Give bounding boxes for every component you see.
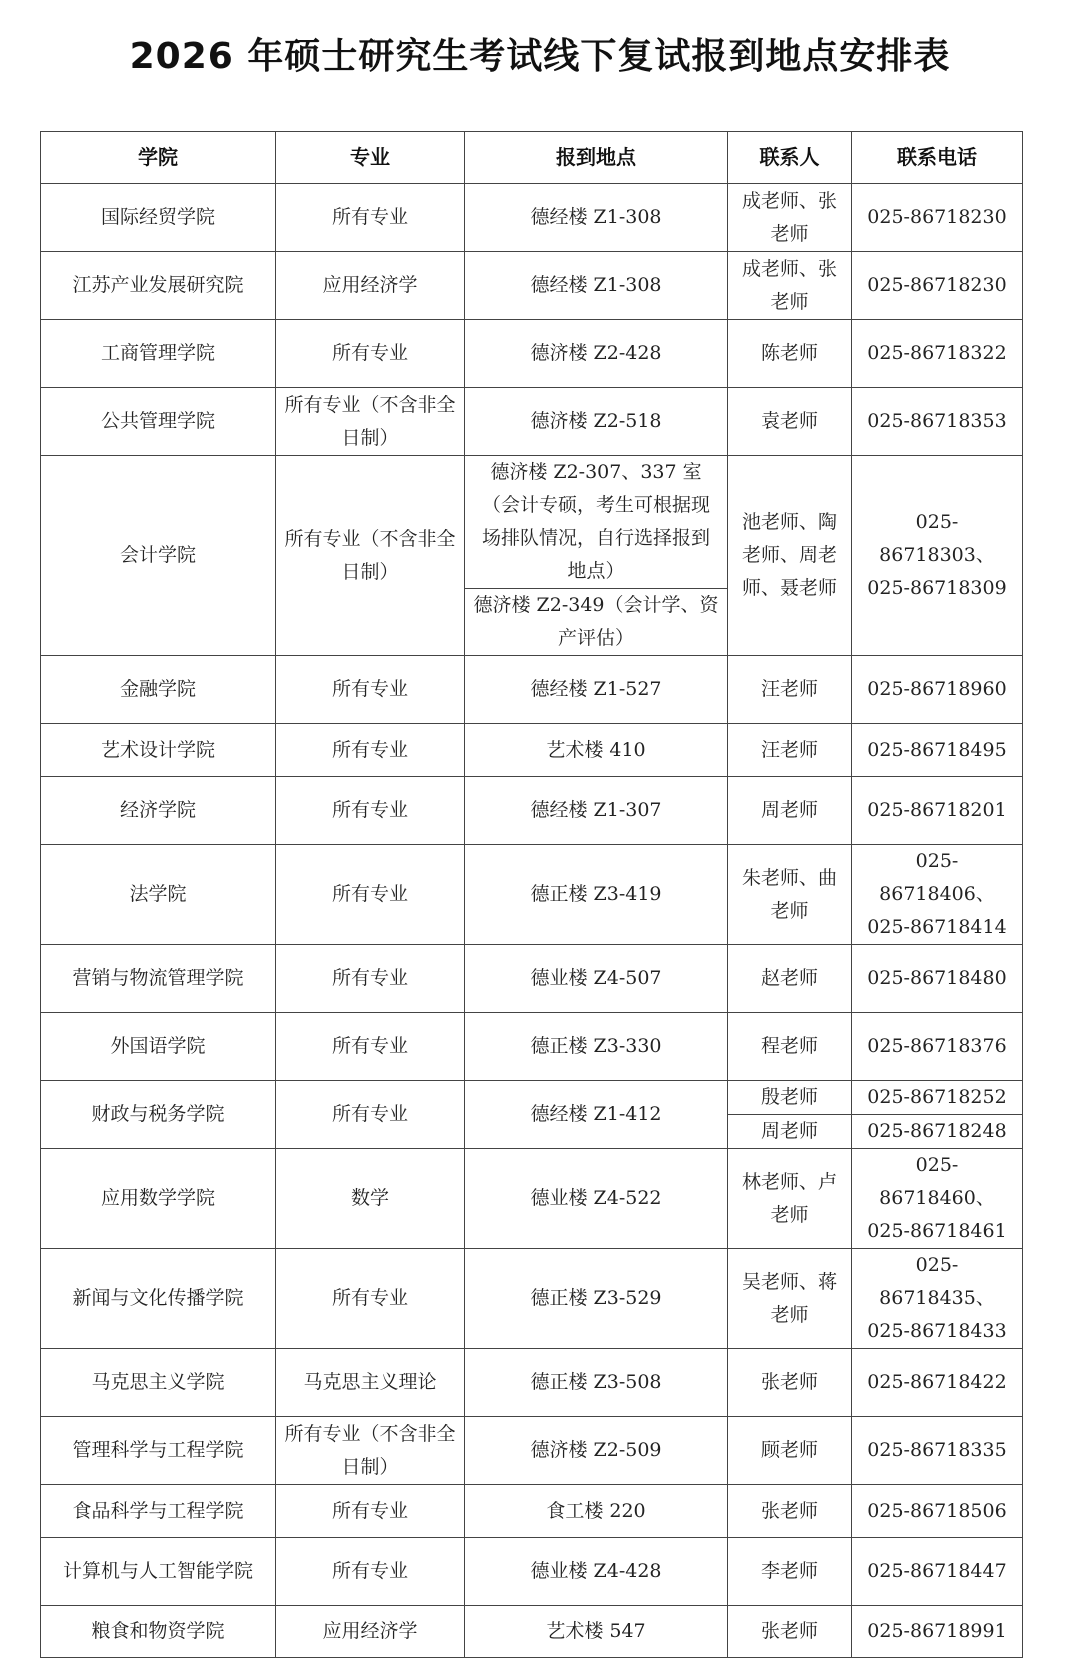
phone-cell: 025-86718303、025-86718309 xyxy=(852,456,1023,656)
college-cell: 财政与税务学院 xyxy=(41,1081,276,1149)
major-cell: 所有专业 xyxy=(276,656,465,724)
table-row xyxy=(41,252,1023,320)
header-college: 学院 xyxy=(41,132,276,184)
table-row xyxy=(41,1013,1023,1081)
location-cell: 德经楼 Z1-308 xyxy=(465,252,728,320)
college-cell: 应用数学学院 xyxy=(41,1149,276,1249)
contact-cell: 汪老师 xyxy=(728,724,852,777)
table-row xyxy=(41,945,1023,1013)
phone-cell: 025-86718252 xyxy=(852,1081,1023,1115)
contact-cell: 张老师 xyxy=(728,1349,852,1417)
major-cell: 所有专业 xyxy=(276,320,465,388)
contact-cell: 张老师 xyxy=(728,1606,852,1658)
phone-cell: 025-86718322 xyxy=(852,320,1023,388)
contact-cell: 吴老师、蒋老师 xyxy=(728,1249,852,1349)
phone-cell: 025-86718230 xyxy=(852,184,1023,252)
major-cell: 所有专业 xyxy=(276,724,465,777)
college-cell: 工商管理学院 xyxy=(41,320,276,388)
contact-cell: 殷老师 xyxy=(728,1081,852,1115)
phone-cell: 025-86718460、025-86718461 xyxy=(852,1149,1023,1249)
college-cell: 营销与物流管理学院 xyxy=(41,945,276,1013)
college-cell: 金融学院 xyxy=(41,656,276,724)
location-cell: 食工楼 220 xyxy=(465,1485,728,1538)
page-title: 2026 年硕士研究生考试线下复试报到地点安排表 xyxy=(129,36,951,77)
header-row xyxy=(41,132,1023,184)
location-cell: 德经楼 Z1-412 xyxy=(465,1081,728,1149)
college-cell: 管理科学与工程学院 xyxy=(41,1417,276,1485)
location-cell: 德业楼 Z4-507 xyxy=(465,945,728,1013)
table-row xyxy=(41,724,1023,777)
phone-cell: 025-86718376 xyxy=(852,1013,1023,1081)
location-cell: 德业楼 Z4-428 xyxy=(465,1538,728,1606)
college-cell: 国际经贸学院 xyxy=(41,184,276,252)
location-cell: 艺术楼 547 xyxy=(465,1606,728,1658)
location-cell: 德济楼 Z2-428 xyxy=(465,320,728,388)
college-cell: 江苏产业发展研究院 xyxy=(41,252,276,320)
phone-cell: 025-86718435、025-86718433 xyxy=(852,1249,1023,1349)
phone-cell: 025-86718495 xyxy=(852,724,1023,777)
contact-cell: 张老师 xyxy=(728,1485,852,1538)
major-cell: 所有专业 xyxy=(276,1081,465,1149)
major-cell: 所有专业（不含非全日制） xyxy=(276,1417,465,1485)
table-row xyxy=(41,456,1023,589)
college-cell: 粮食和物资学院 xyxy=(41,1606,276,1658)
header-major: 专业 xyxy=(276,132,465,184)
location-cell: 德经楼 Z1-308 xyxy=(465,184,728,252)
college-cell: 新闻与文化传播学院 xyxy=(41,1249,276,1349)
contact-cell: 周老师 xyxy=(728,1115,852,1149)
college-cell: 经济学院 xyxy=(41,777,276,845)
table-row xyxy=(41,388,1023,456)
phone-cell: 025-86718991 xyxy=(852,1606,1023,1658)
contact-cell: 周老师 xyxy=(728,777,852,845)
location-cell: 德济楼 Z2-349（会计学、资产评估） xyxy=(465,589,728,656)
location-cell: 德正楼 Z3-330 xyxy=(465,1013,728,1081)
major-cell: 所有专业 xyxy=(276,1485,465,1538)
header-contact: 联系人 xyxy=(728,132,852,184)
table-row xyxy=(41,1606,1023,1658)
contact-cell: 汪老师 xyxy=(728,656,852,724)
location-cell: 德经楼 Z1-307 xyxy=(465,777,728,845)
location-cell: 德济楼 Z2-518 xyxy=(465,388,728,456)
table-row xyxy=(41,1349,1023,1417)
major-cell: 所有专业 xyxy=(276,777,465,845)
major-cell: 数学 xyxy=(276,1149,465,1249)
table-row xyxy=(41,184,1023,252)
phone-cell: 025-86718353 xyxy=(852,388,1023,456)
location-cell: 德济楼 Z2-509 xyxy=(465,1417,728,1485)
table-row xyxy=(41,1485,1023,1538)
location-cell: 德济楼 Z2-307、337 室（会计专硕，考生可根据现场排队情况，自行选择报到地点） xyxy=(465,456,728,589)
table-row xyxy=(41,1538,1023,1606)
major-cell: 所有专业 xyxy=(276,1249,465,1349)
phone-cell: 025-86718506 xyxy=(852,1485,1023,1538)
college-cell: 公共管理学院 xyxy=(41,388,276,456)
schedule-table xyxy=(40,131,1023,1658)
college-cell: 计算机与人工智能学院 xyxy=(41,1538,276,1606)
contact-cell: 朱老师、曲老师 xyxy=(728,845,852,945)
phone-cell: 025-86718230 xyxy=(852,252,1023,320)
major-cell: 所有专业 xyxy=(276,945,465,1013)
phone-cell: 025-86718335 xyxy=(852,1417,1023,1485)
college-cell: 法学院 xyxy=(41,845,276,945)
table-row xyxy=(41,1417,1023,1485)
college-cell: 食品科学与工程学院 xyxy=(41,1485,276,1538)
phone-cell: 025-86718201 xyxy=(852,777,1023,845)
major-cell: 所有专业（不含非全日制） xyxy=(276,456,465,656)
location-cell: 德经楼 Z1-527 xyxy=(465,656,728,724)
location-cell: 德正楼 Z3-529 xyxy=(465,1249,728,1349)
contact-cell: 成老师、张老师 xyxy=(728,252,852,320)
table-row xyxy=(41,656,1023,724)
major-cell: 马克思主义理论 xyxy=(276,1349,465,1417)
phone-cell: 025-86718447 xyxy=(852,1538,1023,1606)
table-row xyxy=(41,320,1023,388)
phone-cell: 025-86718248 xyxy=(852,1115,1023,1149)
major-cell: 所有专业 xyxy=(276,1538,465,1606)
major-cell: 所有专业 xyxy=(276,184,465,252)
table-row xyxy=(41,1249,1023,1349)
contact-cell: 成老师、张老师 xyxy=(728,184,852,252)
contact-cell: 池老师、陶老师、周老师、聂老师 xyxy=(728,456,852,656)
contact-cell: 李老师 xyxy=(728,1538,852,1606)
contact-cell: 陈老师 xyxy=(728,320,852,388)
contact-cell: 林老师、卢老师 xyxy=(728,1149,852,1249)
phone-cell: 025-86718422 xyxy=(852,1349,1023,1417)
contact-cell: 顾老师 xyxy=(728,1417,852,1485)
college-cell: 会计学院 xyxy=(41,456,276,656)
phone-cell: 025-86718480 xyxy=(852,945,1023,1013)
location-cell: 德正楼 Z3-419 xyxy=(465,845,728,945)
phone-cell: 025-86718406、025-86718414 xyxy=(852,845,1023,945)
contact-cell: 程老师 xyxy=(728,1013,852,1081)
college-cell: 马克思主义学院 xyxy=(41,1349,276,1417)
table-row xyxy=(41,777,1023,845)
header-phone: 联系电话 xyxy=(852,132,1023,184)
table-row xyxy=(41,1149,1023,1249)
phone-cell: 025-86718960 xyxy=(852,656,1023,724)
college-cell: 艺术设计学院 xyxy=(41,724,276,777)
table-row xyxy=(41,845,1023,945)
college-cell: 外国语学院 xyxy=(41,1013,276,1081)
major-cell: 应用经济学 xyxy=(276,1606,465,1658)
major-cell: 所有专业（不含非全日制） xyxy=(276,388,465,456)
major-cell: 所有专业 xyxy=(276,845,465,945)
header-location: 报到地点 xyxy=(465,132,728,184)
table-row xyxy=(41,1081,1023,1115)
location-cell: 艺术楼 410 xyxy=(465,724,728,777)
major-cell: 所有专业 xyxy=(276,1013,465,1081)
contact-cell: 赵老师 xyxy=(728,945,852,1013)
contact-cell: 袁老师 xyxy=(728,388,852,456)
location-cell: 德业楼 Z4-522 xyxy=(465,1149,728,1249)
major-cell: 应用经济学 xyxy=(276,252,465,320)
location-cell: 德正楼 Z3-508 xyxy=(465,1349,728,1417)
